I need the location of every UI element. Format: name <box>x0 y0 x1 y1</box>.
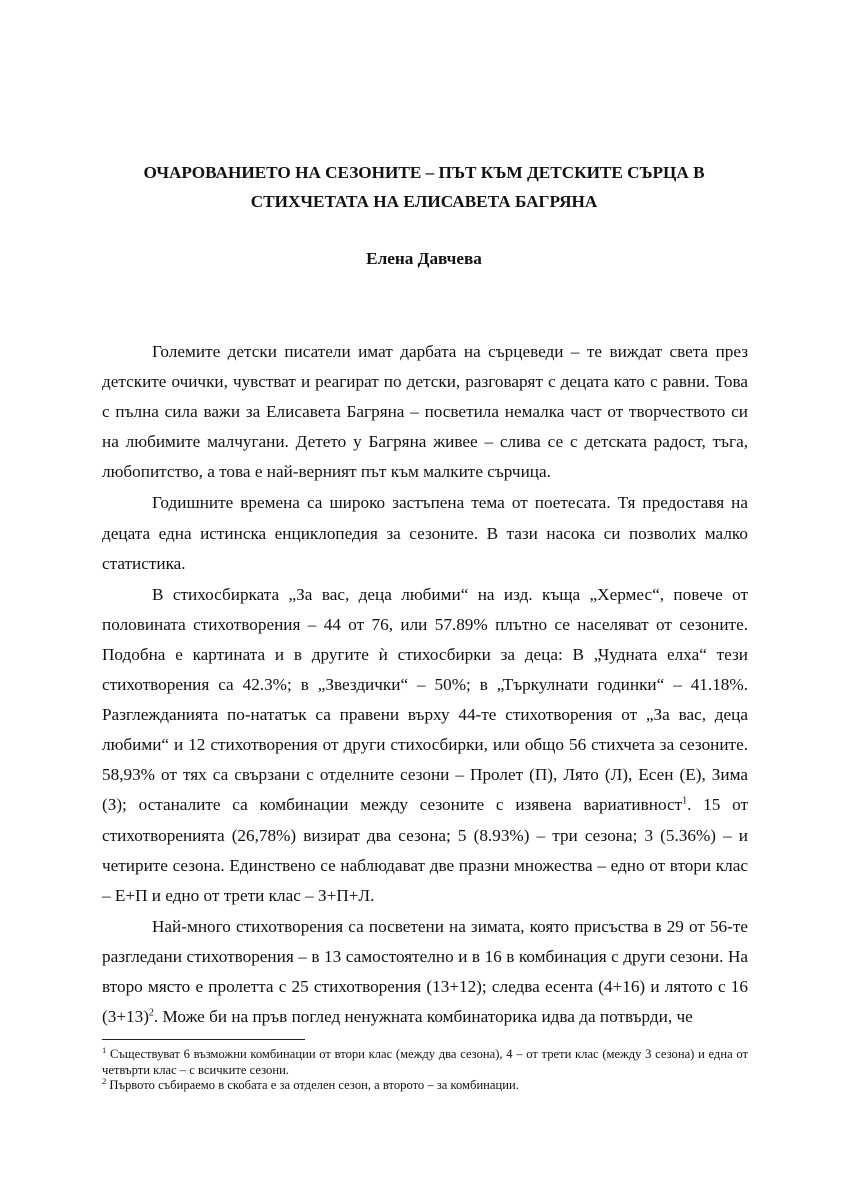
article-title <box>100 158 748 216</box>
footnote-ref-1[interactable]: 1 <box>682 795 688 807</box>
footnote-separator <box>102 1039 305 1040</box>
paragraph-4 <box>102 912 748 1032</box>
footnote-text: Първото събираемо в скобата е за отделен сезон, а второто – за комбинации. <box>109 1078 519 1092</box>
title-line-2: СТИХЧЕТАТА НА ЕЛИСАВЕТА БАГРЯНА <box>250 192 598 211</box>
paragraph-3-text-a: В стихосбирката „За вас, деца любими“ на изд. къща „Хермес“, повече от половината стихотворения – 44 от 76, или 57.89% плътно се населяват от сезоните. Подобна е картината и в другите ѝ стихосбирки за деца: В „Чудната елха“ тези стихотворения са 42.3%; в „Звездички“ – 50%; в „Търкулнати годинки“ – 41.18%. Разглежданията по-нататък са правени върху 44-те стихотворения от „За вас, деца любими“ и 12 стихотворения от други стихосбирки, или общо 56 стихчета за сезоните. 58,93% от тях са свързани с отделните сезони – Пролет (П), Лято (Л), Есен (Е), Зима (З); останалите са комбинации между сезоните с изявена вариативност <box>102 584 748 815</box>
footnote-2 <box>102 1075 748 1094</box>
paragraph-3 <box>102 580 748 911</box>
article-body <box>102 337 748 1032</box>
title-line-1: ОЧАРОВАНИЕТО НА СЕЗОНИТЕ – ПЪТ КЪМ ДЕТСКИТЕ СЪРЦА В <box>143 163 705 182</box>
paragraph-1: Големите детски писатели имат дарбата на сърцеведи – те виждат света през детските очички, чувстват и реагират по детски, разговарят с децата като с равни. Това с пълна сила важи за Елисавета Багряна – посветила немалка част от творчеството си на любимите малчугани. Детето у Багряна живее – слива се с детската радост, тъга, любопитство, а това е най-верният път към малките сърчица. <box>102 342 748 482</box>
footnote-number: 2 <box>102 1075 107 1086</box>
paragraph-4-text-b: . Може би на пръв поглед ненужната комбинаторика идва да потвърди, че <box>153 1007 693 1027</box>
footnote-1 <box>102 1044 748 1078</box>
footnote-ref-2[interactable]: 2 <box>148 1007 154 1019</box>
footnote-number: 1 <box>102 1044 107 1055</box>
footnotes <box>102 1044 748 1094</box>
paragraph-4-text-a: Най-много стихотворения са посветени на зимата, която присъства в 29 от 56-те разгледани стихотворения – в 13 самостоятелно и в 16 в комбинация с други сезони. На второ място е пролетта с 25 стихотворения (13+12); следва есента (4+16) и лятото с 16 (3+13) <box>102 916 748 1027</box>
paragraph-3-text-b: . 15 от стихотворенията (26,78%) визират два сезона; 5 (8.93%) – три сезона; 3 (5.36%) – и четирите сезона. Единствено се наблюдават две празни множества – едно от втори клас – Е+П и едно от трети клас – З+П+Л. <box>102 795 748 905</box>
paragraph-2: Годишните времена са широко застъпена тема от поетесата. Тя предоставя на децата една истинска енциклопедия за сезоните. В тази насока си позволих малко статистика. <box>102 493 748 573</box>
author-name: Елена Давчева <box>366 249 482 268</box>
footnote-text: Съществуват 6 възможни комбинации от втори клас (между два сезона), 4 – от трети клас (между 3 сезона) и една от четвърти клас – с всичките сезони. <box>102 1047 748 1077</box>
